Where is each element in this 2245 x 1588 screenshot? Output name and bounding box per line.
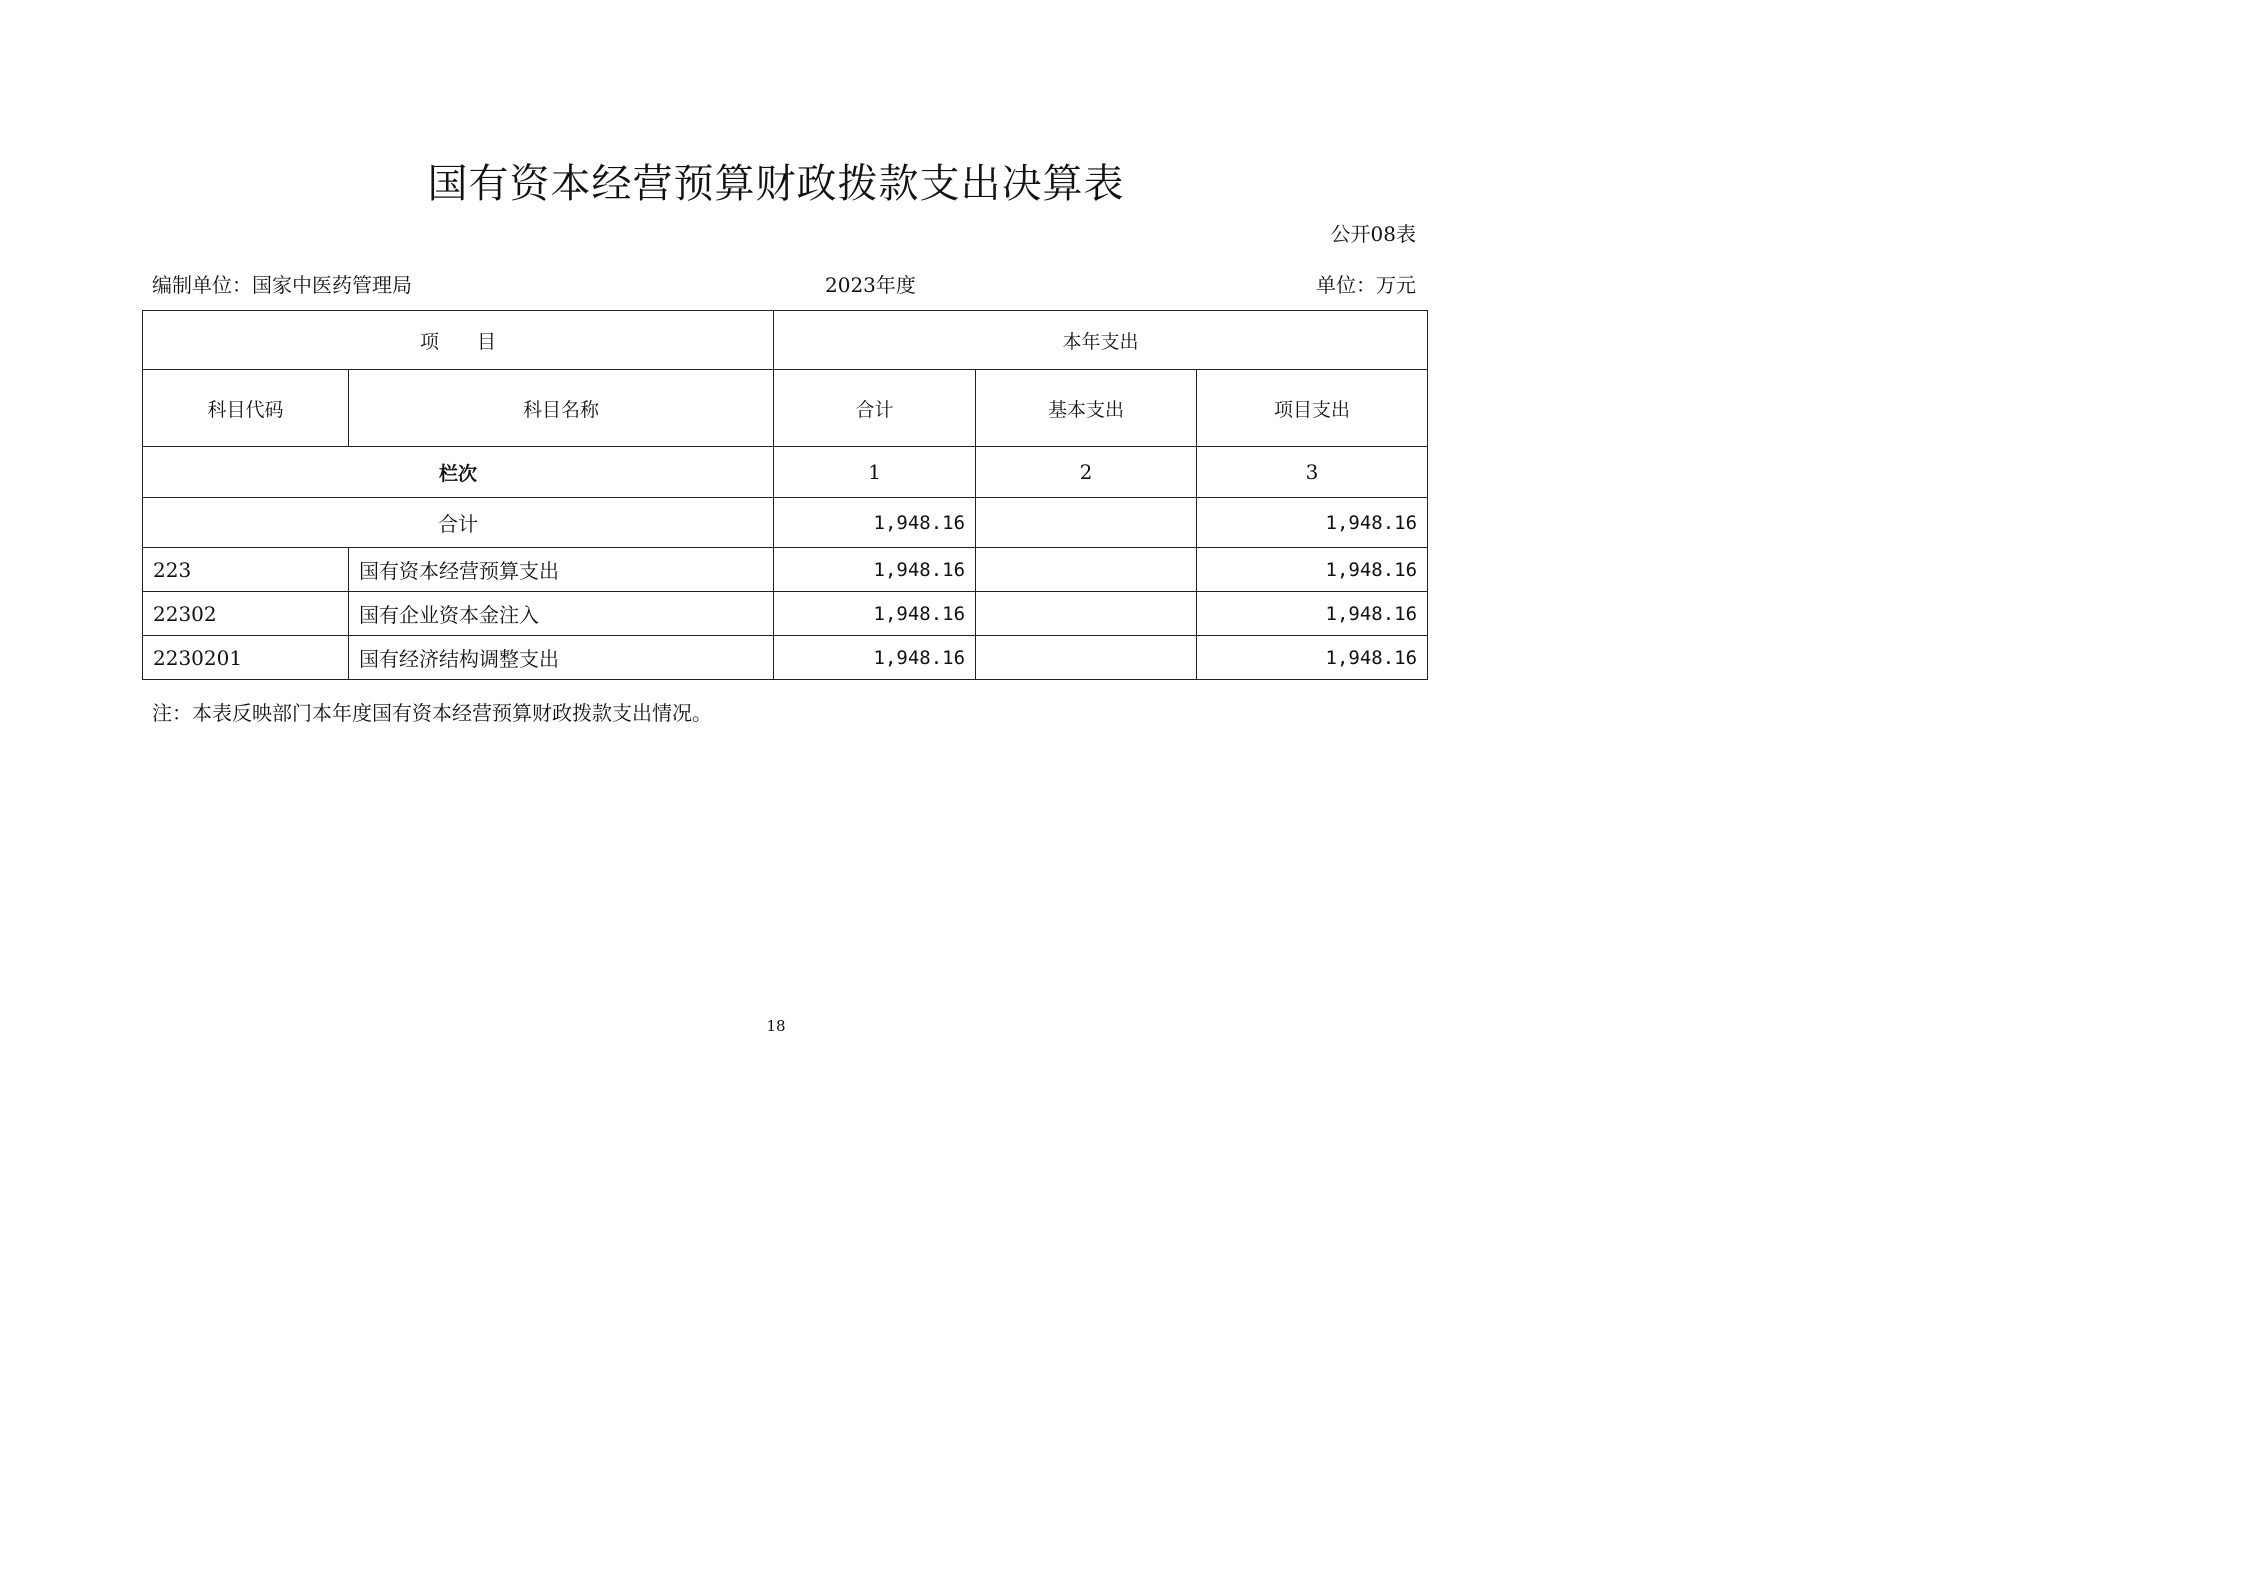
header-row-2 (143, 370, 1428, 447)
column-index-label: 栏次 (143, 447, 774, 498)
row-total: 1,948.16 (774, 592, 976, 636)
subject-name: 国有资本经营预算支出 (349, 548, 774, 592)
column-index-row (143, 447, 1428, 498)
header-subject-code: 科目代码 (143, 370, 349, 447)
header-subject-name: 科目名称 (349, 370, 774, 447)
total-amount: 1,948.16 (774, 498, 976, 548)
page-number: 18 (766, 1017, 786, 1035)
header-row-1 (143, 311, 1428, 370)
header-basic-expenditure: 基本支出 (976, 370, 1197, 447)
column-index-2: 2 (976, 447, 1197, 498)
subject-name: 国有经济结构调整支出 (349, 636, 774, 680)
column-index-3: 3 (1197, 447, 1428, 498)
subject-code: 22302 (143, 592, 349, 636)
header-current-year-expenditure: 本年支出 (774, 311, 1428, 370)
total-label: 合计 (143, 498, 774, 548)
column-index-1: 1 (774, 447, 976, 498)
subject-name: 国有企业资本金注入 (349, 592, 774, 636)
header-total: 合计 (774, 370, 976, 447)
subject-code: 2230201 (143, 636, 349, 680)
header-project: 项 目 (143, 311, 774, 370)
budget-table (142, 310, 1428, 680)
compiling-unit: 编制单位：国家中医药管理局 (152, 273, 412, 297)
header-program-expenditure: 项目支出 (1197, 370, 1428, 447)
row-basic (976, 592, 1197, 636)
table-row (143, 592, 1428, 636)
row-program: 1,948.16 (1197, 592, 1428, 636)
table-row (143, 636, 1428, 680)
row-program: 1,948.16 (1197, 548, 1428, 592)
row-basic (976, 636, 1197, 680)
subject-code: 223 (143, 548, 349, 592)
total-basic (976, 498, 1197, 548)
fiscal-year: 2023年度 (825, 273, 916, 297)
total-program: 1,948.16 (1197, 498, 1428, 548)
row-total: 1,948.16 (774, 636, 976, 680)
row-total: 1,948.16 (774, 548, 976, 592)
page-title: 国有资本经营预算财政拨款支出决算表 (427, 161, 1125, 207)
row-program: 1,948.16 (1197, 636, 1428, 680)
meta-line (152, 270, 1416, 300)
form-number: 公开08表 (1330, 222, 1416, 246)
table-row (143, 548, 1428, 592)
table-note: 注：本表反映部门本年度国有资本经营预算财政拨款支出情况。 (152, 701, 712, 725)
total-row (143, 498, 1428, 548)
currency-unit: 单位：万元 (1316, 273, 1416, 297)
row-basic (976, 548, 1197, 592)
